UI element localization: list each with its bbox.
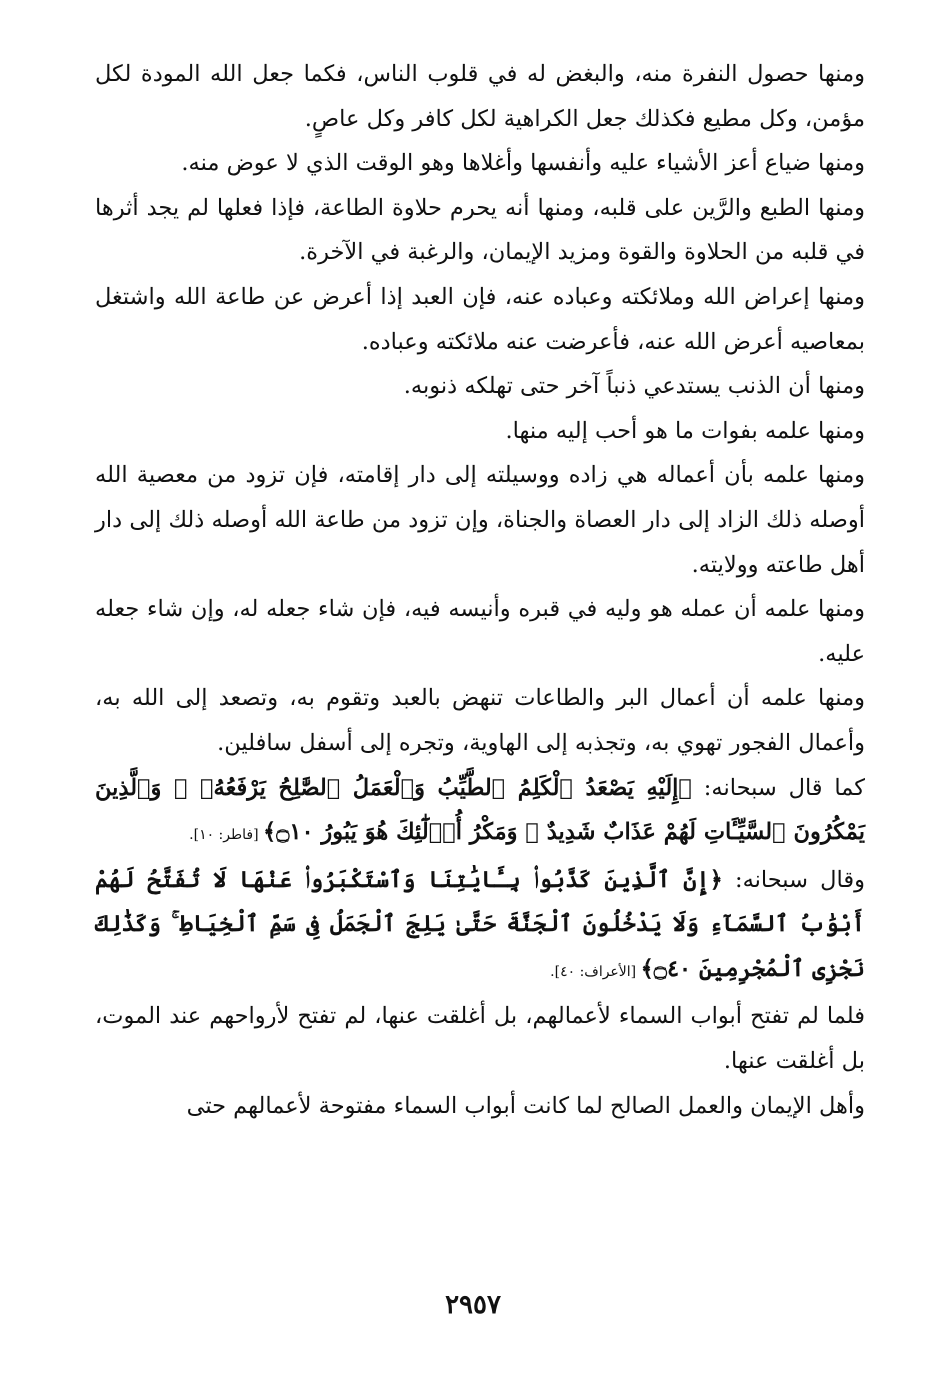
paragraph-people-of-faith: وأهل الإيمان والعمل الصالح لما كانت أبواب السماء مفتوحة لأعمالهم حتى	[186, 1092, 865, 1119]
paragraph-grave-companion: ومنها علمه أن عمله هو وليه في قبره وأنيسه فيه، فإن شاء جعله له، وإن شاء جعله عليه.	[95, 596, 865, 667]
paragraph-heart-seal: ومنها الطبع والرَّين على قلبه، ومنها أنه يحرم حلاوة الطاعة، فإذا فعلها لم يجد أثرها في قلبه من الحلاوة والقوة ومزيد الإيمان، والرغبة في الآخرة.	[95, 194, 865, 266]
verse-araf-text: ﴿إِنَّ ٱلَّذِينَ كَذَّبُوا۟ بِـَٔايَٰتِنَا وَٱسْتَكْبَرُوا۟ عَنْهَا لَا تُفَتَّحُ لَهُمْ أَبْوَٰبُ ٱلسَّمَآءِ وَلَا يَدْخُلُونَ ٱلْجَنَّةَ حَتَّىٰ يَلِجَ ٱلْجَمَلُ فِى سَمِّ ٱلْخِيَاطِ ۚ وَكَذَٰلِكَ نَجْزِى ٱلْمُجْرِمِينَ ۝٤٠﴾	[95, 866, 865, 982]
paragraph-turning-away: ومنها إعراض الله وملائكته وعباده عنه، فإن العبد إذا أعرض عن طاعة الله واشتغل بمعاصيه أعرض الله عنه، فأعرضت عنه ملائكته وعباده.	[95, 283, 865, 355]
paragraph-gates-closed: فلما لم تفتح أبواب السماء لأعمالهم، بل أغلقت عنها، لم تفتح لأرواحهم عند الموت، بل أغلقت عنها.	[95, 1003, 865, 1075]
page-body	[95, 52, 865, 1128]
verse-fatir-reference: [فاطر: ١٠].	[189, 827, 264, 844]
paragraph-time-loss: ومنها ضياع أعز الأشياء عليه وأنفسها وأغلاها وهو الوقت الذي لا عوض منه.	[181, 150, 865, 177]
verse-araf-intro: وقال سبحانه:	[722, 866, 865, 893]
paragraph-deeds-rise: ومنها علمه أن أعمال البر والطاعات تنهض بالعبد وتقوم به، وتصعد إلى الله به، وأعمال الفجور تهوي به، وتجذبه إلى الهاوية، وتجره إلى أسفل سافلين.	[95, 685, 865, 756]
paragraph-provision: ومنها علمه بأن أعماله هي زاده ووسيلته إلى دار إقامته، فإن تزود من معصية الله أوصله ذلك الزاد إلى دار العصاة والجناة، وإن تزود من طاعة الله أوصله ذلك إلى دار أهل طاعته وولايته.	[95, 462, 865, 578]
page-number: ٢٩٥٧	[445, 1290, 501, 1320]
verse-fatir-intro: كما قال سبحانه:	[691, 774, 865, 801]
verse-fatir-text: ﴿إِلَيْهِ يَصْعَدُ ٱلْكَلِمُ ٱلطَّيِّبُ وَٱلْعَمَلُ ٱلصَّٰلِحُ يَرْفَعُهُۥ ۚ وَٱلَّذِينَ يَمْكُرُونَ ٱلسَّيِّـَٔاتِ لَهُمْ عَذَابٌ شَدِيدٌ ۖ وَمَكْرُ أُو۟لَٰٓئِكَ هُوَ يَبُورُ ۝١٠﴾	[95, 774, 865, 846]
paragraph-loss-of-beloved: ومنها علمه بفوات ما هو أحب إليه منها.	[505, 417, 865, 444]
verse-fatir	[95, 766, 865, 858]
paragraph-hatred: ومنها حصول النفرة منه، والبغض له في قلوب الناس، فكما جعل الله المودة لكل مؤمن، وكل مطيع فكذلك جعل الكراهية لكل كافر وكل عاصٍ.	[95, 61, 865, 132]
paragraph-sin-chain: ومنها أن الذنب يستدعي ذنباً آخر حتى تهلكه ذنوبه.	[403, 373, 865, 400]
verse-araf	[95, 858, 865, 995]
verse-araf-reference: [الأعراف: ٤٠].	[550, 963, 641, 980]
